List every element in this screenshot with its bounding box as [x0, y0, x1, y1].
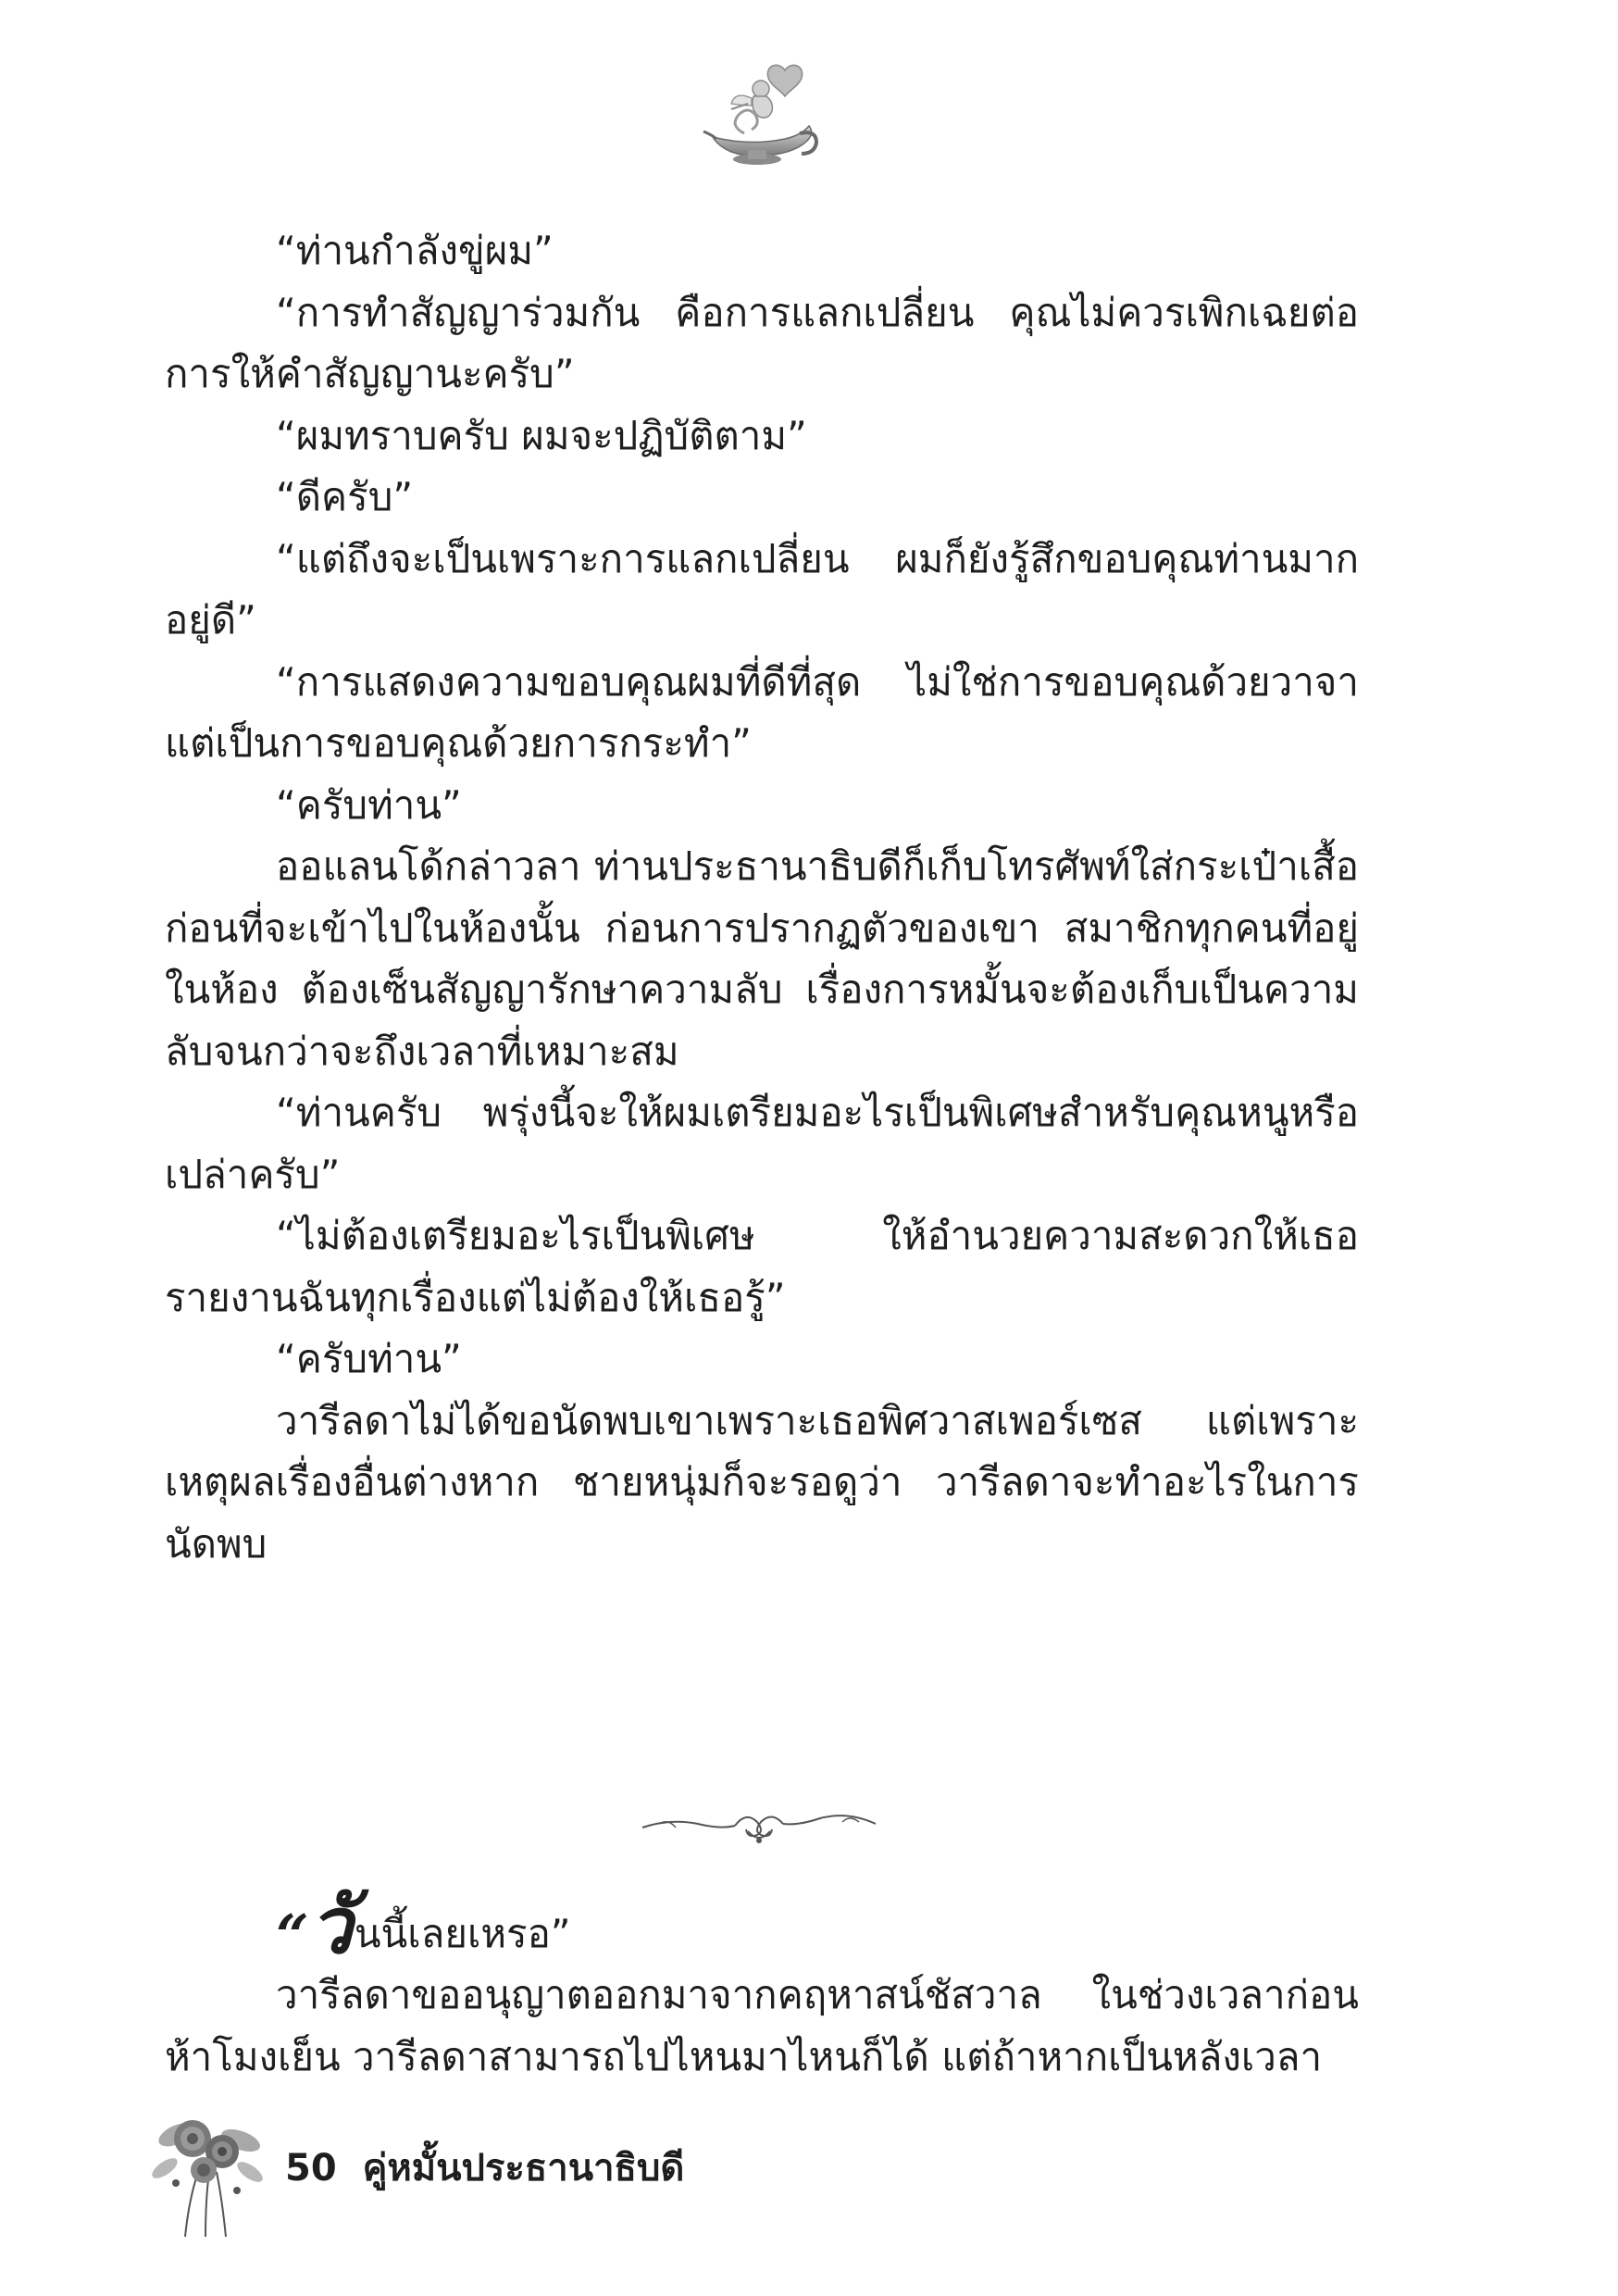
paragraph: “ครับท่าน”: [276, 1336, 462, 1381]
footer-line: [285, 2142, 684, 2194]
paragraph: “ท่านครับ พรุ่งนี้จะให้ผมเตรียมอะไรเป็นพิเศษสำหรับคุณหนูหรือเปล่าครับ”: [165, 1090, 1359, 1197]
paragraph: “แต่ถึงจะเป็นเพราะการแลกเปลี่ยน ผมก็ยังรู้สึกขอบคุณท่านมากอยู่ดี”: [165, 535, 1359, 643]
rose-bouquet-ornament-icon: [148, 2098, 268, 2237]
section-body: [165, 1872, 1359, 2088]
paragraph: “ไม่ต้องเตรียมอะไรเป็นพิเศษ ให้อำนวยความสะดวกให้เธอ รายงานฉันทุกเรื่องแต่ไม่ต้องให้เธอรู้”: [165, 1213, 1359, 1320]
scroll-flourish-divider-icon: [639, 1803, 879, 1850]
page-footer: [148, 2098, 981, 2237]
section-opening-line: [165, 1872, 1359, 1971]
paragraph: “การทำสัญญาร่วมกัน คือการแลกเปลี่ยน คุณไม่ควรเพิกเฉยต่อการให้คำสัญญานะครับ”: [165, 289, 1359, 396]
body-text: [165, 220, 1359, 1575]
drop-cap-letter: วั: [308, 1880, 353, 1971]
paragraph: “ดีครับ”: [276, 474, 414, 519]
paragraph: “ท่านกำลังขู่ผม”: [276, 228, 554, 273]
paragraph: “การแสดงความขอบคุณผมที่ดีที่สุด ไม่ใช่การขอบคุณด้วยวาจา แต่เป็นการขอบคุณด้วยการกระทำ”: [165, 658, 1359, 766]
cupid-lamp-ornament-icon: [696, 57, 826, 178]
paragraph: ออแลนโด้กล่าวลา ท่านประธานาธิบดีก็เก็บโทรศัพท์ใส่กระเป๋าเสื้อ ก่อนที่จะเข้าไปในห้องนั้น ก่อนการปรากฏตัวของเขา สมาชิกทุกคนที่อยู่ในห้อง ต้องเซ็นสัญญารักษาความลับ เรื่องการหมั้นจะต้องเก็บเป็นความลับจนกว่าจะถึงเวลาที่เหมาะสม: [165, 843, 1359, 1074]
paragraph: “ครับท่าน”: [276, 781, 462, 828]
book-title: คู่หมั้นประธานาธิบดี: [362, 2147, 685, 2190]
paragraph: วารีลดาขออนุญาตออกมาจากคฤหาสน์ชัสวาล ในช่วงเวลาก่อนห้าโมงเย็น วารีลดาสามารถไปไหนมาไหนก็ได้ แต่ถ้าหากเป็นหลังเวลา: [165, 1972, 1359, 2079]
opening-quote-mark: “: [276, 1902, 309, 1969]
opening-rest-text: นนี้เลยเหรอ”: [354, 1910, 571, 1956]
page-number: 50: [285, 2147, 337, 2190]
paragraph: วารีลดาไม่ได้ขอนัดพบเขาเพราะเธอพิศวาสเพอร์เซส แต่เพราะเหตุผลเรื่องอื่นต่างหาก ชายหนุ่มก็จะรอดูว่า วารีลดาจะทำอะไรในการนัดพบ: [165, 1397, 1359, 1566]
paragraph: “ผมทราบครับ ผมจะปฏิบัติตาม”: [276, 412, 807, 458]
